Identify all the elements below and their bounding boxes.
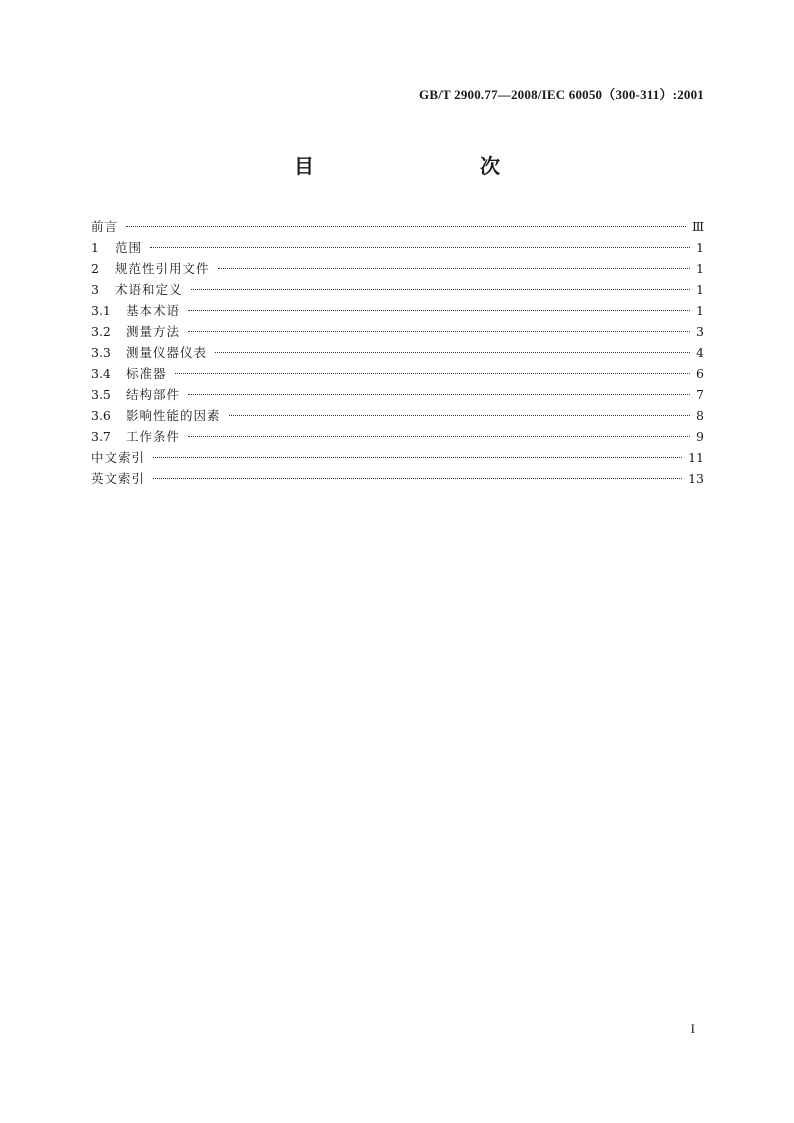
- toc-leader-dots: [188, 394, 690, 395]
- toc-leader-dots: [215, 352, 690, 353]
- toc-leader-dots: [153, 457, 682, 458]
- toc-entry-number: 3.7: [91, 429, 111, 444]
- toc-entry-label: 范围: [115, 240, 143, 255]
- toc-entry-number: 3: [91, 282, 99, 297]
- toc-entry-label: 规范性引用文件: [115, 261, 210, 276]
- toc-leader-dots: [188, 310, 690, 311]
- toc-entry-3[interactable]: [91, 279, 704, 300]
- toc-entry-chinese-index[interactable]: [91, 447, 704, 468]
- toc-entry-label: 影响性能的因素: [126, 408, 221, 423]
- toc-entry-page: 1: [696, 261, 704, 276]
- toc-leader-dots: [188, 331, 690, 332]
- toc-leader-dots: [188, 436, 690, 437]
- toc-entry-3-5[interactable]: [91, 384, 704, 405]
- toc-entry-english-index[interactable]: [91, 468, 704, 489]
- toc-entry-number: 1: [91, 240, 99, 255]
- toc-leader-dots: [191, 289, 691, 290]
- toc-entry-3-1[interactable]: [91, 300, 704, 321]
- toc-leader-dots: [175, 373, 691, 374]
- toc-entry-number: 3.1: [91, 303, 111, 318]
- toc-entry-page: 13: [688, 471, 704, 486]
- toc-entry-page: 3: [696, 324, 704, 339]
- toc-entry-page: 9: [696, 429, 704, 444]
- table-of-contents: [91, 216, 704, 489]
- toc-entry-1[interactable]: [91, 237, 704, 258]
- toc-entry-number: 3.6: [91, 408, 111, 423]
- toc-entry-page: 1: [696, 303, 704, 318]
- toc-entry-label: 结构部件: [126, 387, 181, 402]
- toc-leader-dots: [229, 415, 691, 416]
- toc-entry-label: 术语和定义: [115, 282, 183, 297]
- toc-entry-3-2[interactable]: [91, 321, 704, 342]
- toc-leader-dots: [126, 226, 686, 227]
- page-number: I: [690, 1021, 695, 1036]
- toc-entry-2[interactable]: [91, 258, 704, 279]
- toc-entry-page: 1: [696, 240, 704, 255]
- toc-leader-dots: [153, 478, 682, 479]
- toc-entry-3-6[interactable]: [91, 405, 704, 426]
- toc-entry-number: 3.4: [91, 366, 111, 381]
- toc-entry-label: 测量方法: [126, 324, 181, 339]
- toc-entry-page: Ⅲ: [691, 219, 704, 234]
- toc-entry-label: 标准器: [126, 366, 167, 381]
- toc-entry-page: 4: [696, 345, 704, 360]
- toc-entry-label: 测量仪器仪表: [126, 345, 208, 360]
- toc-entry-page: 11: [688, 450, 704, 465]
- toc-entry-3-4[interactable]: [91, 363, 704, 384]
- toc-entry-page: 8: [696, 408, 704, 423]
- toc-entry-page: 6: [696, 366, 704, 381]
- toc-entry-foreword[interactable]: [91, 216, 704, 237]
- toc-leader-dots: [218, 268, 691, 269]
- toc-entry-number: 3.5: [91, 387, 111, 402]
- toc-entry-3-7[interactable]: [91, 426, 704, 447]
- toc-entry-label: 中文索引: [91, 450, 146, 465]
- toc-entry-3-3[interactable]: [91, 342, 704, 363]
- toc-entry-label: 前言: [91, 219, 119, 234]
- toc-entry-label: 基本术语: [126, 303, 181, 318]
- toc-entry-label: 工作条件: [126, 429, 181, 444]
- toc-entry-page: 1: [696, 282, 704, 297]
- toc-entry-page: 7: [696, 387, 704, 402]
- toc-entry-label: 英文索引: [91, 471, 146, 486]
- toc-entry-number: 2: [91, 261, 99, 276]
- toc-leader-dots: [150, 247, 690, 248]
- toc-entry-number: 3.3: [91, 345, 111, 360]
- page-title: 目 次: [294, 154, 542, 178]
- standard-code-header: GB/T 2900.77—2008/IEC 60050（300-311）:2001: [419, 87, 704, 102]
- toc-entry-number: 3.2: [91, 324, 111, 339]
